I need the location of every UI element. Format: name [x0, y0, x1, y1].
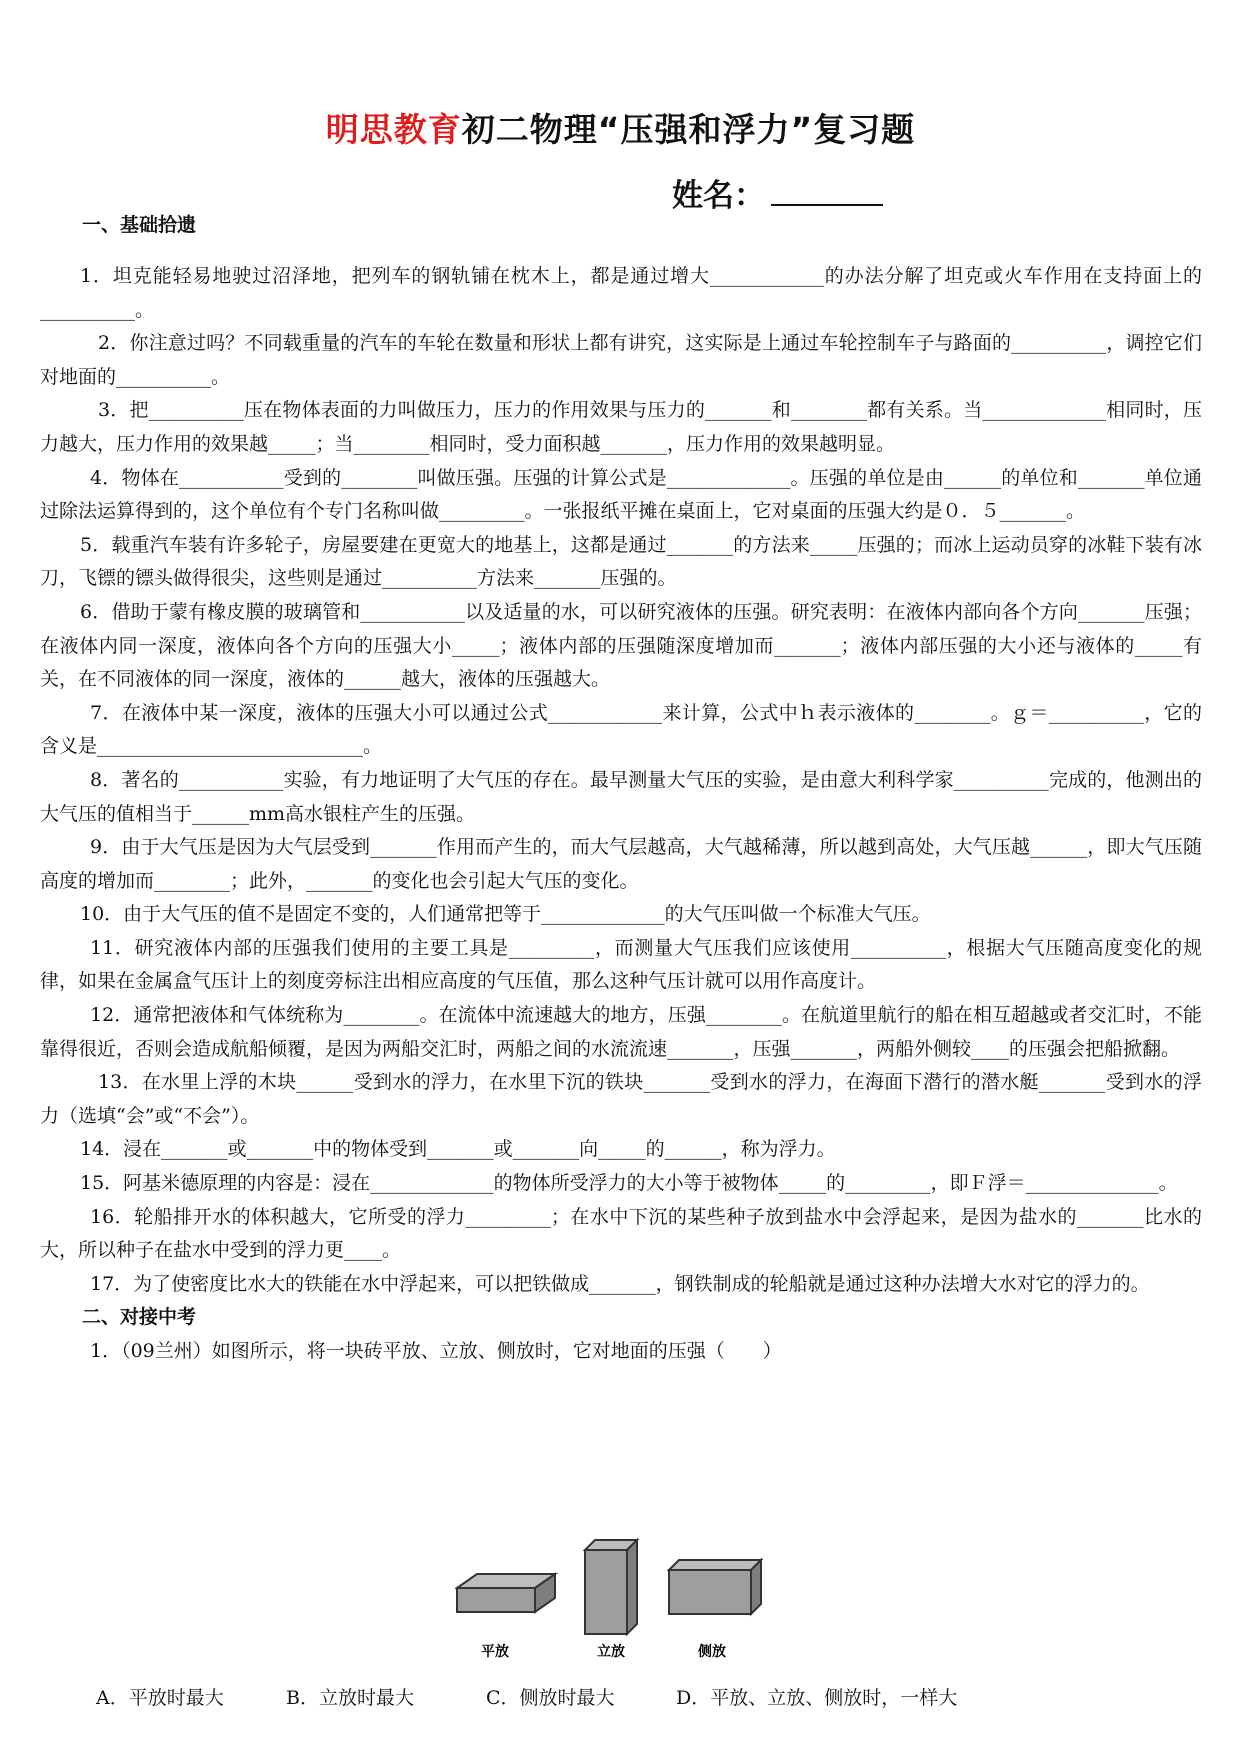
brick-side [669, 1560, 761, 1614]
question-14: 14．浸在_______或_______中的物体受到_______或_______向_____的______，称为浮力。 [80, 1138, 836, 1161]
question-10: 10．由于大气压的值不是固定不变的，人们通常把等于_____________的大气压叫做一个标准大气压。 [80, 903, 931, 926]
question-4: 4．物体在___________受到的________叫做压强。压强的计算公式是_____________。压强的单位是由______的单位和_______单位通过除法运算得到的，这个单位有个专门名称叫做_________。一张报纸平摊在桌面上，它对桌面的压强大约是０．５_______。 [40, 466, 1202, 523]
section-heading-exam: 二、对接中考 [82, 1306, 197, 1329]
question-15: 15．阿基米德原理的内容是：浸在_____________的物体所受浮力的大小等于被物体_____的_________，即Ｆ浮＝______________。 [80, 1172, 1178, 1195]
label-side: 侧放 [698, 1644, 726, 1660]
brick-upright [585, 1540, 637, 1634]
question-7: 7．在液体中某一深度，液体的压强大小可以通过公式____________来计算，公式中ｈ表示液体的________。ｇ＝__________，它的含义是____________________________。 [40, 701, 1202, 758]
label-upright: 立放 [597, 1644, 625, 1660]
question-16: 16．轮船排开水的体积越大，它所受的浮力_________；在水中下沉的某些种子放到盐水中会浮起来，是因为盐水的_______比水的大，所以种子在盐水中受到的浮力更____。 [40, 1205, 1202, 1262]
brand-name: 明思教育 [325, 110, 462, 149]
choice-c[interactable]: C．侧放时最大 [486, 1687, 615, 1709]
question-list [40, 260, 1202, 1369]
label-flat: 平放 [481, 1644, 509, 1660]
page-title [0, 104, 1241, 151]
name-field [672, 170, 883, 215]
choice-a[interactable]: A．平放时最大 [96, 1687, 224, 1709]
name-label: 姓名： [672, 178, 765, 214]
question-5: 5．载重汽车装有许多轮子，房屋要建在更宽大的地基上，这都是通过_______的方法来_____压强的；而冰上运动员穿的冰鞋下装有冰刀，飞镖的镖头做得很尖，这些则是通过__________方法来_______压强的。 [40, 533, 1202, 590]
question-9: 9．由于大气压是因为大气层受到_______作用而产生的，而大气层越高，大气越稀薄，所以越到高处，大气压越______，即大气压随高度的增加而________；此外，_______的变化也会引起大气压的变化。 [40, 836, 1202, 892]
question-8: 8．著名的___________实验，有力地证明了大气压的存在。最早测量大气压的实验，是由意大利科学家__________完成的，他测出的大气压的值相当于______mm高水银柱产生的压强。 [40, 768, 1202, 825]
question-12: 12．通常把液体和气体统称为________。在流体中流速越大的地方，压强________。在航道里航行的船在相互超越或者交汇时，不能靠得很近，否则会造成航船倾覆，是因为两船交汇时，两船之间的水流流速_______，压强_______，两船外侧较____的压强会把船掀翻。 [40, 1004, 1202, 1060]
question-13: 13．在水里上浮的木块______受到水的浮力，在水里下沉的铁块_______受到水的浮力，在海面下潜行的潜水艇_______受到水的浮力（选填“会”或“不会”）。 [40, 1071, 1202, 1127]
section-heading-basics: 一、基础拾遗 [82, 214, 197, 236]
question-1: 1．坦克能轻易地驶过沼泽地，把列车的钢轨铺在枕木上，都是通过增大____________的办法分解了坦克或火车作用在支持面上的__________。 [40, 265, 1202, 321]
question-17: 17．为了使密度比水大的铁能在水中浮起来，可以把铁做成_______，钢铁制成的轮船就是通过这种办法增大水对它的浮力的。 [90, 1272, 1150, 1295]
exam-question-1: 1．（09兰州）如图所示，将一块砖平放、立放、侧放时，它对地面的压强（ ） [90, 1340, 782, 1362]
question-6: 6．借助于蒙有橡皮膜的玻璃管和___________以及适量的水，可以研究液体的压强。研究表明：在液体内部向各个方向_______压强；在液体内同一深度，液体向各个方向的压强大小_____；液体内部的压强随深度增加而_______；液体内部压强的大小还与液体的_____有关，在不同液体的同一深度，液体的______越大，液体的压强越大。 [40, 600, 1202, 691]
choice-d[interactable]: D．平放、立放、侧放时，一样大 [676, 1687, 958, 1709]
question-2: 2．你注意过吗？不同载重量的汽车的车轮在数量和形状上都有讲究，这实际是上通过车轮控制车子与路面的__________，调控它们对地面的__________。 [40, 332, 1202, 388]
brick-figure [455, 1530, 785, 1665]
brick-flat [457, 1574, 555, 1612]
name-blank-line[interactable] [771, 174, 883, 206]
question-3: 3．把__________压在物体表面的力叫做压力，压力的作用效果与压力的_______和________都有关系。当_____________相同时，压力越大，压力作用的效果越_____；当________相同时，受力面积越_______，压力作用的效果越明显。 [40, 399, 1202, 455]
title-text: 初二物理“压强和浮力”复习题 [461, 110, 916, 149]
question-11: 11．研究液体内部的压强我们使用的主要工具是_________，而测量大气压我们应该使用__________，根据大气压随高度变化的规律，如果在金属盒气压计上的刻度旁标注出相应高度的气压值，那么这种气压计就可以用作高度计。 [40, 936, 1202, 993]
choice-b[interactable]: B．立放时最大 [286, 1687, 414, 1709]
